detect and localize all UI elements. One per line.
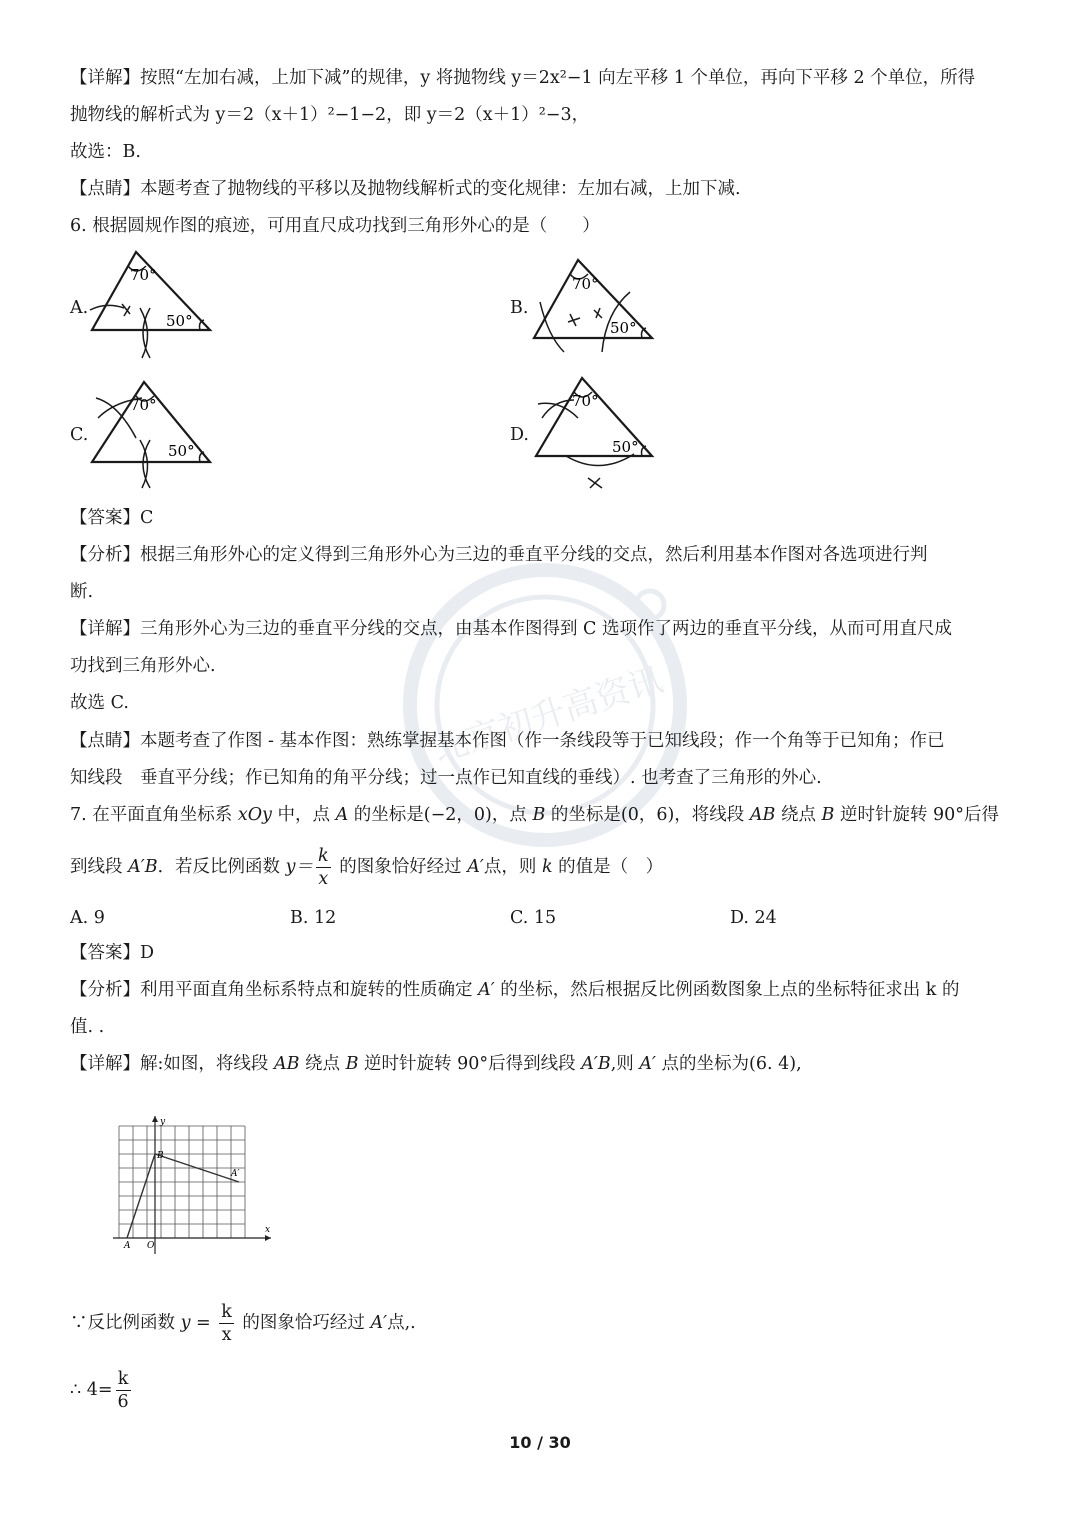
q6-detail-line2: 功找到三角形外心. <box>70 656 216 676</box>
q6-option-b-label: B. <box>510 298 529 318</box>
page-number: 10 / 30 <box>509 1433 571 1452</box>
svg-text:70°: 70° <box>572 392 599 410</box>
q6-option-a-label: A. <box>70 298 89 318</box>
q6-option-d-label: D. <box>510 425 529 445</box>
q7-detail: 【详解】解:如图，将线段 AB 绕点 B 逆时针旋转 90°后得到线段 A′B,则 A′ 点的坐标为(6. 4), <box>70 1054 802 1074</box>
q7-therefore-line: ∴ 4= $\frac{k}{6}$ <box>70 1369 129 1412</box>
svg-text:70°: 70° <box>572 275 599 293</box>
q7-since-line: ∵反比例函数 y = $\frac{k}{x}$ 的图象恰巧经过 A′点,. <box>70 1302 416 1345</box>
grid-lines <box>119 1126 245 1238</box>
q7-option-d: D. 24 <box>730 908 777 928</box>
therefore-fraction-k-over-6: $\frac{k}{6}$ <box>117 1369 129 1412</box>
svg-text:A′: A′ <box>231 1169 240 1179</box>
q7-option-c: C. 15 <box>510 908 557 928</box>
q5-choice: 故选：B. <box>70 142 141 162</box>
svg-text:50°: 50° <box>612 438 639 456</box>
q6-analysis-line1: 【分析】根据三角形外心的定义得到三角形外心为三边的垂直平分线的交点，然后利用基本作图对各选项进行判 <box>70 545 928 565</box>
q5-detail-line1: 【详解】按照“左加右减，上加下减”的规律，y 将抛物线 y＝2x²−1 向左平移 1 个单位，再向下平移 2 个单位，所得 <box>70 68 976 88</box>
q6-figure-d <box>530 374 660 494</box>
q7-question-line2: 到线段 A′B．若反比例函数 y＝ $\frac{k}{x}$ 的图象恰好经过 A′点，则 k 的值是（ ） <box>70 846 664 889</box>
q6-analysis-line2: 断. <box>70 582 94 602</box>
svg-text:O: O <box>147 1241 155 1251</box>
svg-text:70°: 70° <box>130 266 157 284</box>
q7-option-a: A. 9 <box>70 908 105 928</box>
svg-text:B: B <box>157 1151 164 1161</box>
svg-text:70°: 70° <box>130 396 157 414</box>
q6-question: 6. 根据圆规作图的痕迹，可用直尺成功找到三角形外心的是（ ） <box>70 216 600 236</box>
q6-figure-a <box>88 248 218 363</box>
q7-option-b: B. 12 <box>290 908 337 928</box>
svg-text:A: A <box>124 1241 131 1251</box>
q7-question-line1: 7. 在平面直角坐标系 xOy 中，点 A 的坐标是(−2，0)，点 B 的坐标是(0，6)，将线段 AB 绕点 B 逆时针旋转 90°后得 <box>70 805 1000 825</box>
watermark-text: 北京初升高资讯 <box>429 659 668 772</box>
q6-comment-line1: 【点睛】本题考查了作图 - 基本作图：熟练掌握基本作图（作一条线段等于已知线段；作一个角等于已知角；作已 <box>70 731 945 751</box>
q7-coordinate-graph <box>105 1112 280 1262</box>
svg-text:x: x <box>265 1225 271 1235</box>
svg-text:y: y <box>160 1117 166 1127</box>
svg-text:50°: 50° <box>168 442 195 460</box>
q6-detail-line1: 【详解】三角形外心为三边的垂直平分线的交点，由基本作图得到 C 选项作了两边的垂直平分线，从而可用直尺成 <box>70 619 953 639</box>
q7-analysis-line1: 【分析】利用平面直角坐标系特点和旋转的性质确定 A′ 的坐标，然后根据反比例函数图象上点的坐标特征求出 k 的 <box>70 980 960 1000</box>
q7-fraction-k-over-x: $\frac{k}{x}$ <box>318 846 329 889</box>
q6-choice: 故选 C. <box>70 693 129 713</box>
q6-answer: 【答案】C <box>70 508 154 528</box>
q5-detail-line2: 抛物线的解析式为 y＝2（x＋1）²−1−2，即 y＝2（x＋1）²−3， <box>70 105 590 125</box>
q5-comment: 【点睛】本题考查了抛物线的平移以及抛物线解析式的变化规律：左加右减，上加下减. <box>70 179 741 199</box>
q7-analysis-line2: 值. . <box>70 1017 105 1037</box>
q6-figure-b <box>530 256 660 356</box>
since-fraction-k-over-x: $\frac{k}{x}$ <box>221 1302 232 1345</box>
svg-text:50°: 50° <box>610 319 637 337</box>
q6-figure-c <box>88 378 218 493</box>
q7-answer: 【答案】D <box>70 943 155 963</box>
q6-option-c-label: C. <box>70 425 89 445</box>
q6-comment-line2: 知线段 垂直平分线；作已知角的角平分线；过一点作已知直线的垂线）. 也考查了三角形的外心. <box>70 768 822 788</box>
svg-text:50°: 50° <box>166 312 193 330</box>
